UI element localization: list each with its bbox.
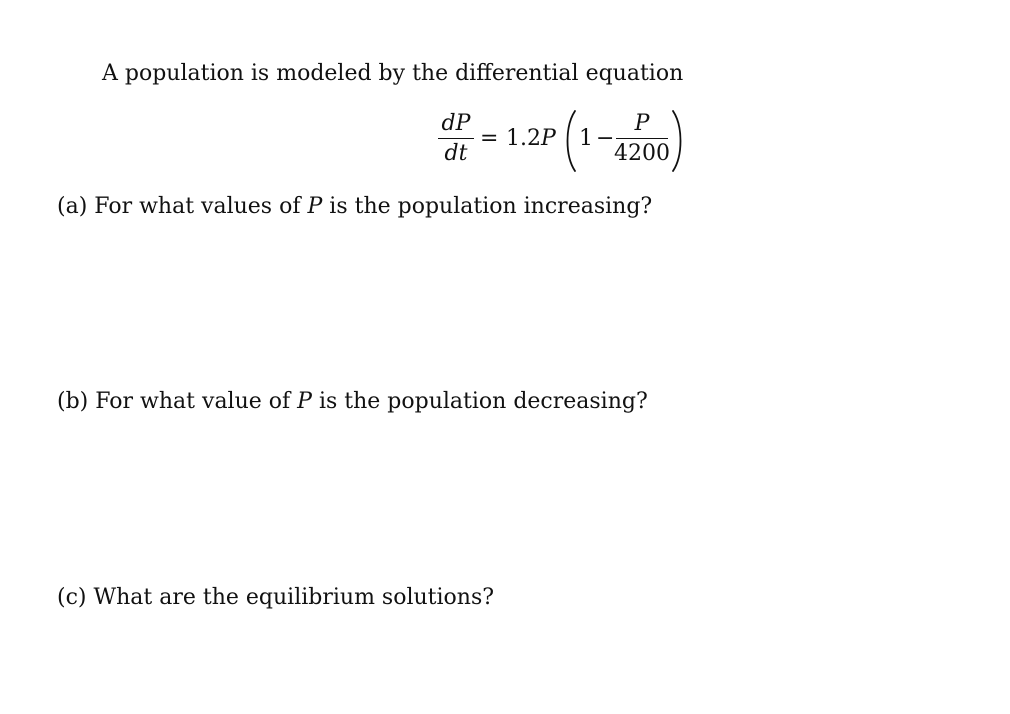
- question-a-variable: P: [307, 194, 323, 219]
- question-b: [57, 389, 648, 415]
- question-a-suffix: is the population increasing?: [322, 194, 653, 219]
- minus-sign: −: [596, 126, 615, 151]
- question-b-variable: P: [297, 389, 312, 414]
- fraction-bar: [616, 138, 668, 139]
- numerator-variable: P: [455, 111, 471, 136]
- numerator-d: d: [441, 111, 456, 136]
- question-c: (c) What are the equilibrium solutions?: [57, 585, 495, 610]
- capacity-numerator: P: [634, 111, 650, 136]
- coefficient-number: 1.2: [506, 126, 541, 151]
- differential-equation: [436, 108, 696, 174]
- derivative-numerator: [442, 112, 471, 136]
- derivative-denominator: dt: [444, 141, 468, 167]
- question-a-prefix: (a) For what values of: [57, 194, 308, 219]
- question-b-prefix: (b) For what value of: [57, 389, 298, 414]
- one: 1: [579, 126, 593, 151]
- coefficient-variable: P: [541, 126, 556, 151]
- derivative-fraction: [436, 112, 476, 166]
- question-b-suffix: is the population decreasing?: [311, 389, 648, 414]
- equals-sign: =: [480, 126, 499, 151]
- coefficient: [506, 126, 556, 152]
- capacity-fraction: [614, 112, 670, 166]
- question-a: [57, 194, 652, 220]
- left-parenthesis: [562, 108, 578, 174]
- right-parenthesis: [670, 108, 686, 174]
- fraction-bar: [438, 138, 474, 139]
- capacity-denominator: 4200: [614, 141, 670, 167]
- intro-text: A population is modeled by the differential equation: [102, 61, 684, 86]
